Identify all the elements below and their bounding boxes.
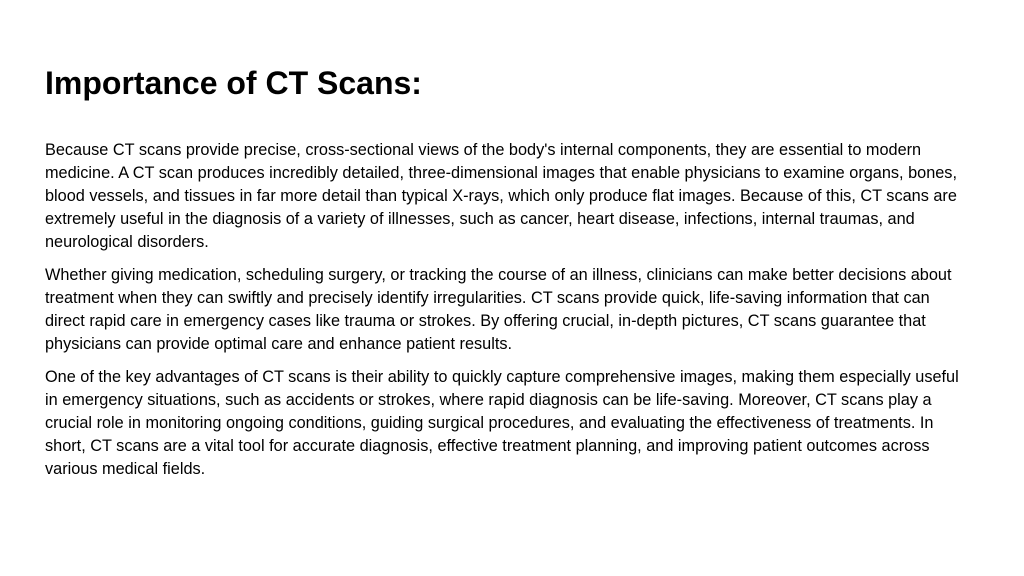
slide-title: Importance of CT Scans: bbox=[45, 65, 422, 101]
paragraph-1: Because CT scans provide precise, cross-sectional views of the body's internal components, they are essential to modern medicine. A CT scan produces incredibly detailed, three-dimensional images that enable physicians to examine organs, bones, blood vessels, and tissues in far more detail than typical X-rays, which only produce flat images. Because of this, CT scans are extremely useful in the diagnosis of a variety of illnesses, such as cancer, heart disease, infections, internal traumas, and neurological disorders. bbox=[45, 141, 957, 251]
slide-body bbox=[45, 139, 974, 481]
paragraph-3: One of the key advantages of CT scans is their ability to quickly capture comprehensive images, making them especially useful in emergency situations, such as accidents or strokes, where rapid diagnosis can be life-saving. Moreover, CT scans play a crucial role in monitoring ongoing conditions, guiding surgical procedures, and evaluating the effectiveness of treatments. In short, CT scans are a vital tool for accurate diagnosis, effective treatment planning, and improving patient outcomes across various medical fields. bbox=[45, 368, 959, 478]
paragraph-2: Whether giving medication, scheduling surgery, or tracking the course of an illness, clinicians can make better decisions about treatment when they can swiftly and precisely identify irregularities. CT scans provide quick, life-saving information that can direct rapid care in emergency cases like trauma or strokes. By offering crucial, in-depth pictures, CT scans guarantee that physicians can provide optimal care and enhance patient results. bbox=[45, 266, 952, 353]
